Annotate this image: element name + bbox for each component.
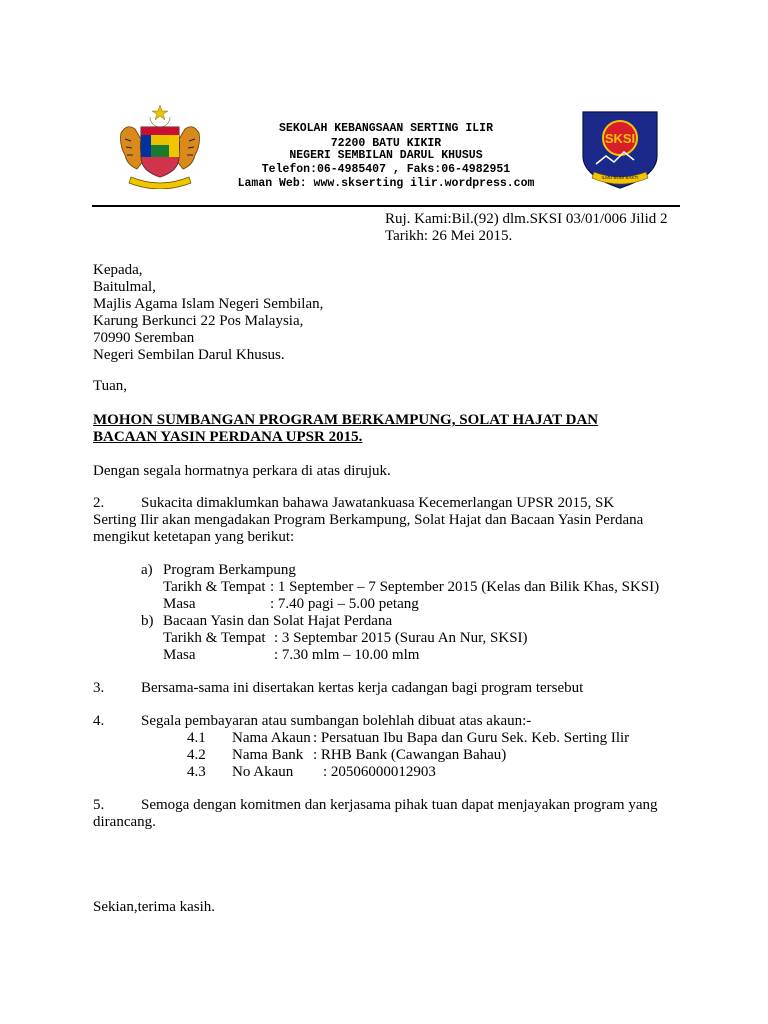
paragraph-3-number: 3. xyxy=(93,680,105,696)
account-item-label: Nama Bank xyxy=(232,747,304,763)
school-website: Laman Web: www.skserting ilir.wordpress.com xyxy=(237,177,535,190)
account-item-value: : RHB Bank (Cawangan Bahau) xyxy=(313,747,507,763)
paragraph-4-number: 4. xyxy=(93,713,105,729)
paragraph-3-text: Bersama-sama ini disertakan kertas kerja cadangan bagi program tersebut xyxy=(141,680,584,696)
paragraph-4-text: Segala pembayaran atau sumbangan bolehlah dibuat atas akaun:- xyxy=(141,713,532,729)
program-place-value: : 3 Septembar 2015 (Surau An Nur, SKSI) xyxy=(274,630,528,646)
school-state: NEGERI SEMBILAN DARUL KHUSUS xyxy=(289,149,483,162)
program-place-label: Tarikh & Tempat xyxy=(163,630,266,646)
paragraph-5-number: 5. xyxy=(93,797,105,813)
program-time-value: : 7.40 pagi – 5.00 petang xyxy=(270,596,419,612)
program-time-value: : 7.30 mlm – 10.00 mlm xyxy=(274,647,420,663)
program-name: Program Berkampung xyxy=(163,562,296,578)
account-item-number: 4.3 xyxy=(187,764,206,780)
recipient-line: Karung Berkunci 22 Pos Malaysia, xyxy=(93,313,304,329)
account-item-value: : Persatuan Ibu Bapa dan Guru Sek. Keb. Serting Ilir xyxy=(313,730,630,746)
salutation: Tuan, xyxy=(93,378,128,394)
school-name: SEKOLAH KEBANGSAAN SERTING ILIR xyxy=(279,122,493,135)
program-place-label: Tarikh & Tempat xyxy=(163,579,266,595)
recipient-line: 70990 Seremban xyxy=(93,330,195,346)
paragraph-2-line: Sukacita dimaklumkan bahawa Jawatankuasa Kecemerlangan UPSR 2015, SK xyxy=(141,495,615,511)
account-item-label: No Akaun xyxy=(232,764,294,780)
account-item-label: Nama Akaun xyxy=(232,730,311,746)
program-label: b) xyxy=(141,613,154,629)
crest-text: SKSI xyxy=(604,131,636,146)
program-name: Bacaan Yasin dan Solat Hajat Perdana xyxy=(163,613,393,629)
recipient-line: Baitulmal, xyxy=(93,279,156,295)
program-time-label: Masa xyxy=(163,647,196,663)
paragraph-5-line: dirancang. xyxy=(93,814,156,830)
school-crest-logo xyxy=(580,108,660,190)
paragraph-1: Dengan segala hormatnya perkara di atas dirujuk. xyxy=(93,463,391,479)
paragraph-5-line: Semoga dengan komitmen dan kerjasama pihak tuan dapat menjayakan program yang xyxy=(141,797,658,813)
reference-number: Ruj. Kami:Bil.(92) dlm.SKSI 03/01/006 Jilid 2 xyxy=(385,211,668,227)
school-postcode: 72200 BATU KIKIR xyxy=(330,137,442,150)
subject-line: BACAAN YASIN PERDANA UPSR 2015. xyxy=(93,429,363,445)
subject-line: MOHON SUMBANGAN PROGRAM BERKAMPUNG, SOLAT HAJAT DAN xyxy=(93,412,599,428)
account-item-number: 4.2 xyxy=(187,747,206,763)
crest-motto: ILMU BUDI BAKTI xyxy=(601,175,639,180)
recipient-line: Majlis Agama Islam Negeri Sembilan, xyxy=(93,296,324,312)
recipient-line: Negeri Sembilan Darul Khusus. xyxy=(93,347,285,363)
account-item-value: : 20506000012903 xyxy=(323,764,436,780)
paragraph-2-line: mengikut ketetapan yang berikut: xyxy=(93,529,295,545)
program-label: a) xyxy=(141,562,153,578)
letter-date: Tarikh: 26 Mei 2015. xyxy=(385,228,513,244)
account-item-number: 4.1 xyxy=(187,730,206,746)
program-place-value: : 1 September – 7 September 2015 (Kelas dan Bilik Khas, SKSI) xyxy=(270,579,660,595)
closing: Sekian,terima kasih. xyxy=(93,899,216,915)
letterhead-divider xyxy=(92,205,680,207)
school-phone-fax: Telefon:06-4985407 , Faks:06-4982951 xyxy=(261,163,511,176)
coat-of-arms-logo xyxy=(117,103,203,189)
program-time-label: Masa xyxy=(163,596,196,612)
recipient-line: Kepada, xyxy=(93,262,143,278)
paragraph-2-line: Serting Ilir akan mengadakan Program Berkampung, Solat Hajat dan Bacaan Yasin Perdana xyxy=(93,512,644,528)
paragraph-2-number: 2. xyxy=(93,495,105,511)
